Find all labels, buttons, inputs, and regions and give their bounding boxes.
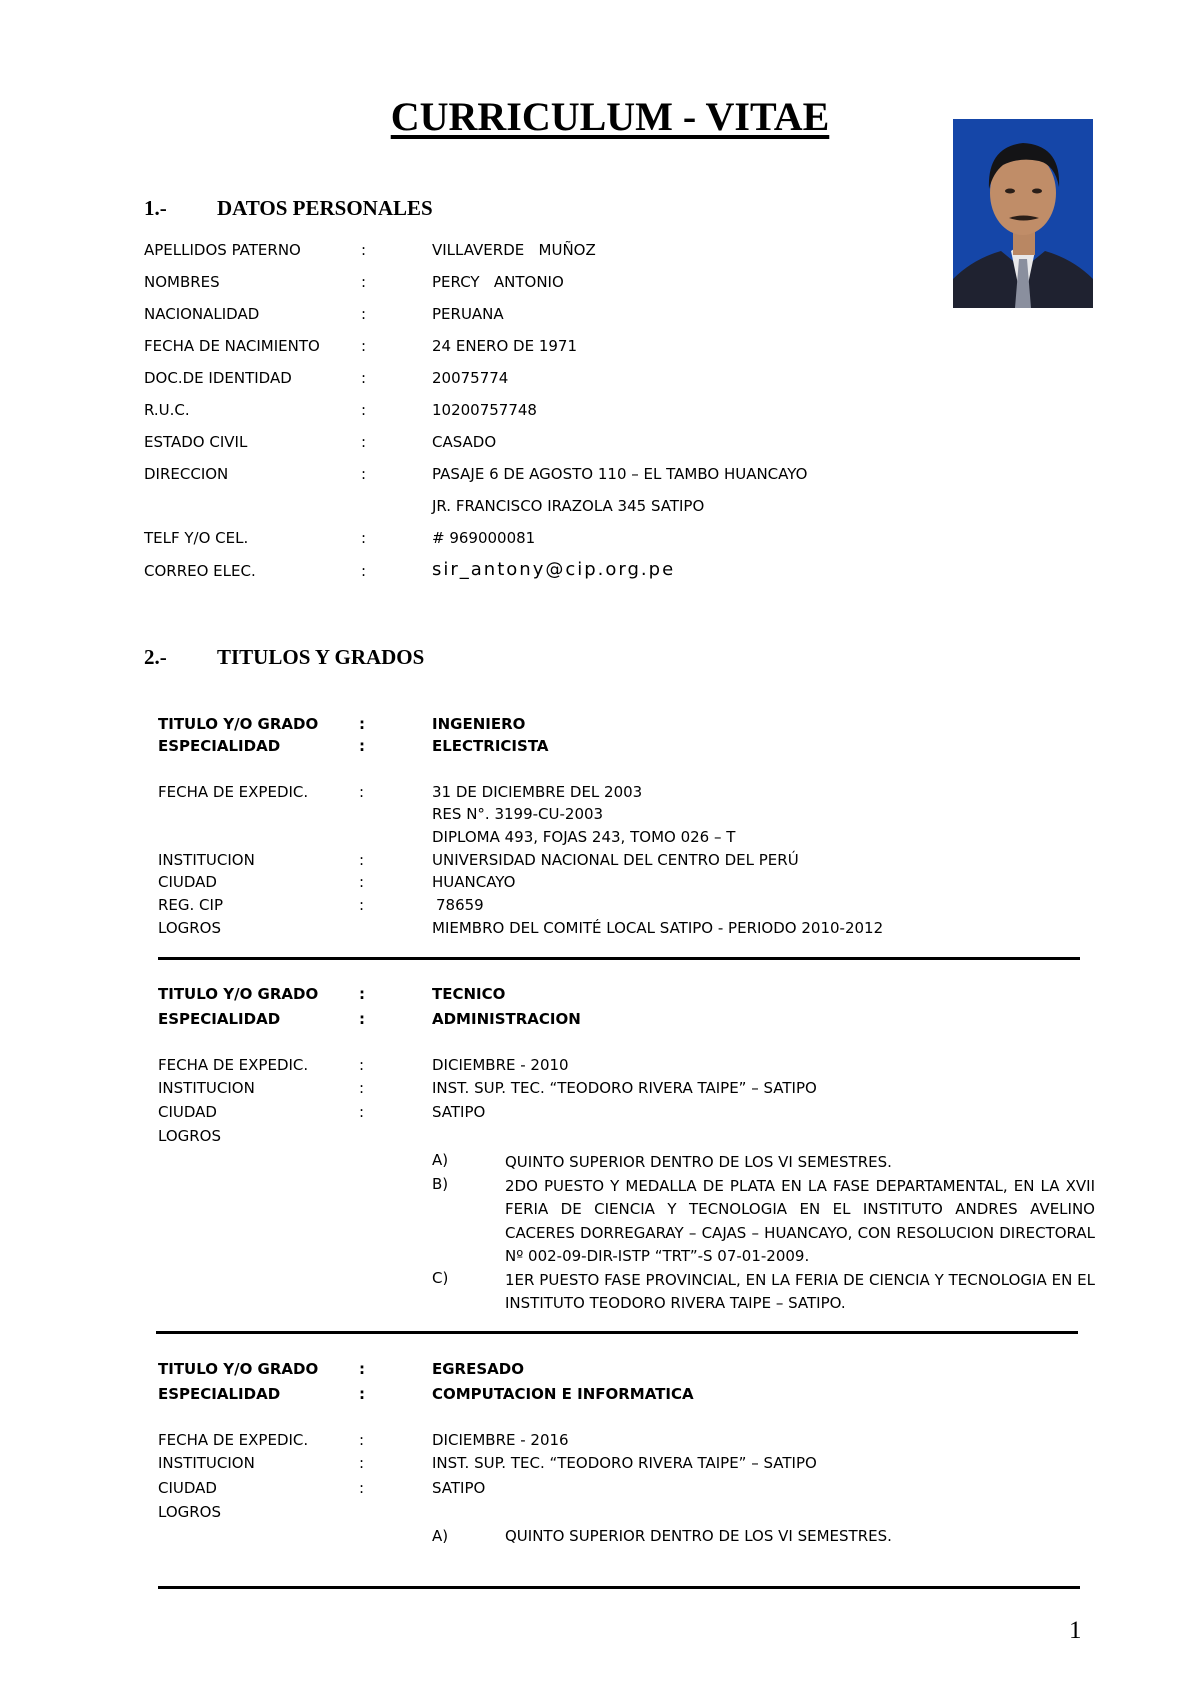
city-label: CIUDAD	[158, 873, 217, 891]
field-value: # 969000081	[432, 529, 536, 547]
field-label: APELLIDOS PATERNO	[144, 241, 301, 259]
field-value: 10200757748	[432, 401, 537, 419]
field-colon: :	[361, 369, 367, 387]
institution-value: UNIVERSIDAD NACIONAL DEL CENTRO DEL PERÚ	[432, 851, 799, 869]
degree-label: TITULO Y/O GRADO	[158, 985, 319, 1003]
specialty-value: ELECTRICISTA	[432, 737, 549, 755]
institution-label: INSTITUCION	[158, 1454, 255, 1472]
achievements-label: LOGROS	[158, 1127, 222, 1145]
list-marker: A)	[432, 1527, 449, 1545]
document-title: CURRICULUM - VITAE	[390, 94, 830, 139]
issue-date-value: DICIEMBRE - 2010	[432, 1056, 569, 1074]
issue-date-line: DIPLOMA 493, FOJAS 243, TOMO 026 – T	[432, 828, 736, 846]
field-colon: :	[361, 401, 367, 419]
field-colon: :	[359, 1431, 365, 1449]
field-colon: :	[359, 737, 365, 755]
profile-photo	[953, 119, 1093, 308]
degree-label: TITULO Y/O GRADO	[158, 1360, 319, 1378]
field-value: 24 ENERO DE 1971	[432, 337, 577, 355]
issue-date-label: FECHA DE EXPEDIC.	[158, 1056, 309, 1074]
list-item: QUINTO SUPERIOR DENTRO DE LOS VI SEMESTRES.	[505, 1527, 892, 1545]
field-colon: :	[359, 1103, 365, 1121]
degree-label: TITULO Y/O GRADO	[158, 715, 319, 733]
divider	[158, 1586, 1080, 1589]
email-value: sir_antony@cip.org.pe	[432, 559, 676, 580]
field-colon: :	[361, 529, 367, 547]
field-colon: :	[359, 1360, 365, 1378]
list-item: 1ER PUESTO FASE PROVINCIAL, EN LA FERIA DE CIENCIA Y TECNOLOGIA EN EL INSTITUTO TEODORO RIVERA TAIPE – SATIPO.	[505, 1271, 1095, 1313]
field-colon: :	[361, 562, 367, 580]
field-colon: :	[359, 873, 365, 891]
achievements-value: MIEMBRO DEL COMITÉ LOCAL SATIPO - PERIODO 2010-2012	[432, 919, 884, 937]
field-colon: :	[361, 241, 367, 259]
degree-value: TECNICO	[432, 985, 506, 1003]
page-number: 1	[1069, 1617, 1082, 1644]
divider	[156, 1331, 1078, 1334]
list-marker: A)	[432, 1151, 449, 1169]
field-colon: :	[361, 273, 367, 291]
field-colon: :	[361, 433, 367, 451]
field-value: CASADO	[432, 433, 497, 451]
field-value: PERCY ANTONIO	[432, 273, 564, 291]
list-marker: B)	[432, 1175, 449, 1193]
institution-label: INSTITUCION	[158, 851, 255, 869]
field-label: NACIONALIDAD	[144, 305, 260, 323]
field-colon: :	[359, 1385, 365, 1403]
field-label: FECHA DE NACIMIENTO	[144, 337, 320, 355]
achievements-label: LOGROS	[158, 1503, 222, 1521]
field-colon: :	[359, 985, 365, 1003]
field-colon: :	[359, 1479, 365, 1497]
field-label: CORREO ELEC.	[144, 562, 256, 580]
field-colon: :	[359, 715, 365, 733]
city-label: CIUDAD	[158, 1103, 217, 1121]
specialty-label: ESPECIALIDAD	[158, 1385, 281, 1403]
field-value: PERUANA	[432, 305, 504, 323]
field-colon: :	[359, 1454, 365, 1472]
field-label: R.U.C.	[144, 401, 190, 419]
degree-value: INGENIERO	[432, 715, 526, 733]
list-item: QUINTO SUPERIOR DENTRO DE LOS VI SEMESTRES.	[505, 1153, 892, 1171]
institution-value: INST. SUP. TEC. “TEODORO RIVERA TAIPE” – SATIPO	[432, 1079, 817, 1097]
cip-label: REG. CIP	[158, 896, 224, 914]
degree-value: EGRESADO	[432, 1360, 524, 1378]
section-title: DATOS PERSONALES	[217, 196, 433, 220]
field-colon: :	[361, 465, 367, 483]
list-item: 2DO PUESTO Y MEDALLA DE PLATA EN LA FASE DEPARTAMENTAL, EN LA XVII FERIA DE CIENCIA Y TECNOLOGIA EN EL INSTITUTO ANDRES AVELINO CACERES DORREGARAY – CAJAS – HUANCAYO, CON RESOLUCION DIRECTORAL Nº 002-09-DIR-ISTP “TRT”-S 07-01-2009.	[505, 1177, 1095, 1265]
person-portrait-icon	[953, 119, 1093, 308]
issue-date-label: FECHA DE EXPEDIC.	[158, 1431, 309, 1449]
city-value: SATIPO	[432, 1103, 486, 1121]
divider	[158, 957, 1080, 960]
cip-value: 78659	[436, 896, 484, 914]
field-colon: :	[361, 337, 367, 355]
specialty-label: ESPECIALIDAD	[158, 1010, 281, 1028]
field-label: ESTADO CIVIL	[144, 433, 248, 451]
field-colon: :	[359, 1079, 365, 1097]
field-colon: :	[359, 783, 365, 801]
specialty-value: ADMINISTRACION	[432, 1010, 581, 1028]
issue-date-value: DICIEMBRE - 2016	[432, 1431, 569, 1449]
field-colon: :	[359, 1010, 365, 1028]
field-value: VILLAVERDE MUÑOZ	[432, 241, 596, 259]
field-label: NOMBRES	[144, 273, 220, 291]
issue-date-line: RES N°. 3199-CU-2003	[432, 805, 604, 823]
city-value: SATIPO	[432, 1479, 486, 1497]
field-label: DOC.DE IDENTIDAD	[144, 369, 292, 387]
city-value: HUANCAYO	[432, 873, 516, 891]
achievements-label: LOGROS	[158, 919, 222, 937]
field-colon: :	[359, 896, 365, 914]
institution-value: INST. SUP. TEC. “TEODORO RIVERA TAIPE” – SATIPO	[432, 1454, 817, 1472]
issue-date-label: FECHA DE EXPEDIC.	[158, 783, 309, 801]
field-value: PASAJE 6 DE AGOSTO 110 – EL TAMBO HUANCAYO	[432, 465, 808, 483]
section-title: TITULOS Y GRADOS	[217, 645, 425, 669]
specialty-label: ESPECIALIDAD	[158, 737, 281, 755]
institution-label: INSTITUCION	[158, 1079, 255, 1097]
section-number: 2.-	[144, 645, 167, 669]
field-colon: :	[359, 1056, 365, 1074]
section-number: 1.-	[144, 196, 167, 220]
field-colon: :	[361, 305, 367, 323]
field-label: TELF Y/O CEL.	[144, 529, 249, 547]
city-label: CIUDAD	[158, 1479, 217, 1497]
list-marker: C)	[432, 1269, 449, 1287]
specialty-value: COMPUTACION E INFORMATICA	[432, 1385, 694, 1403]
field-value: 20075774	[432, 369, 509, 387]
issue-date-line: 31 DE DICIEMBRE DEL 2003	[432, 783, 643, 801]
field-label: DIRECCION	[144, 465, 229, 483]
field-colon: :	[359, 851, 365, 869]
field-value: JR. FRANCISCO IRAZOLA 345 SATIPO	[432, 497, 705, 515]
